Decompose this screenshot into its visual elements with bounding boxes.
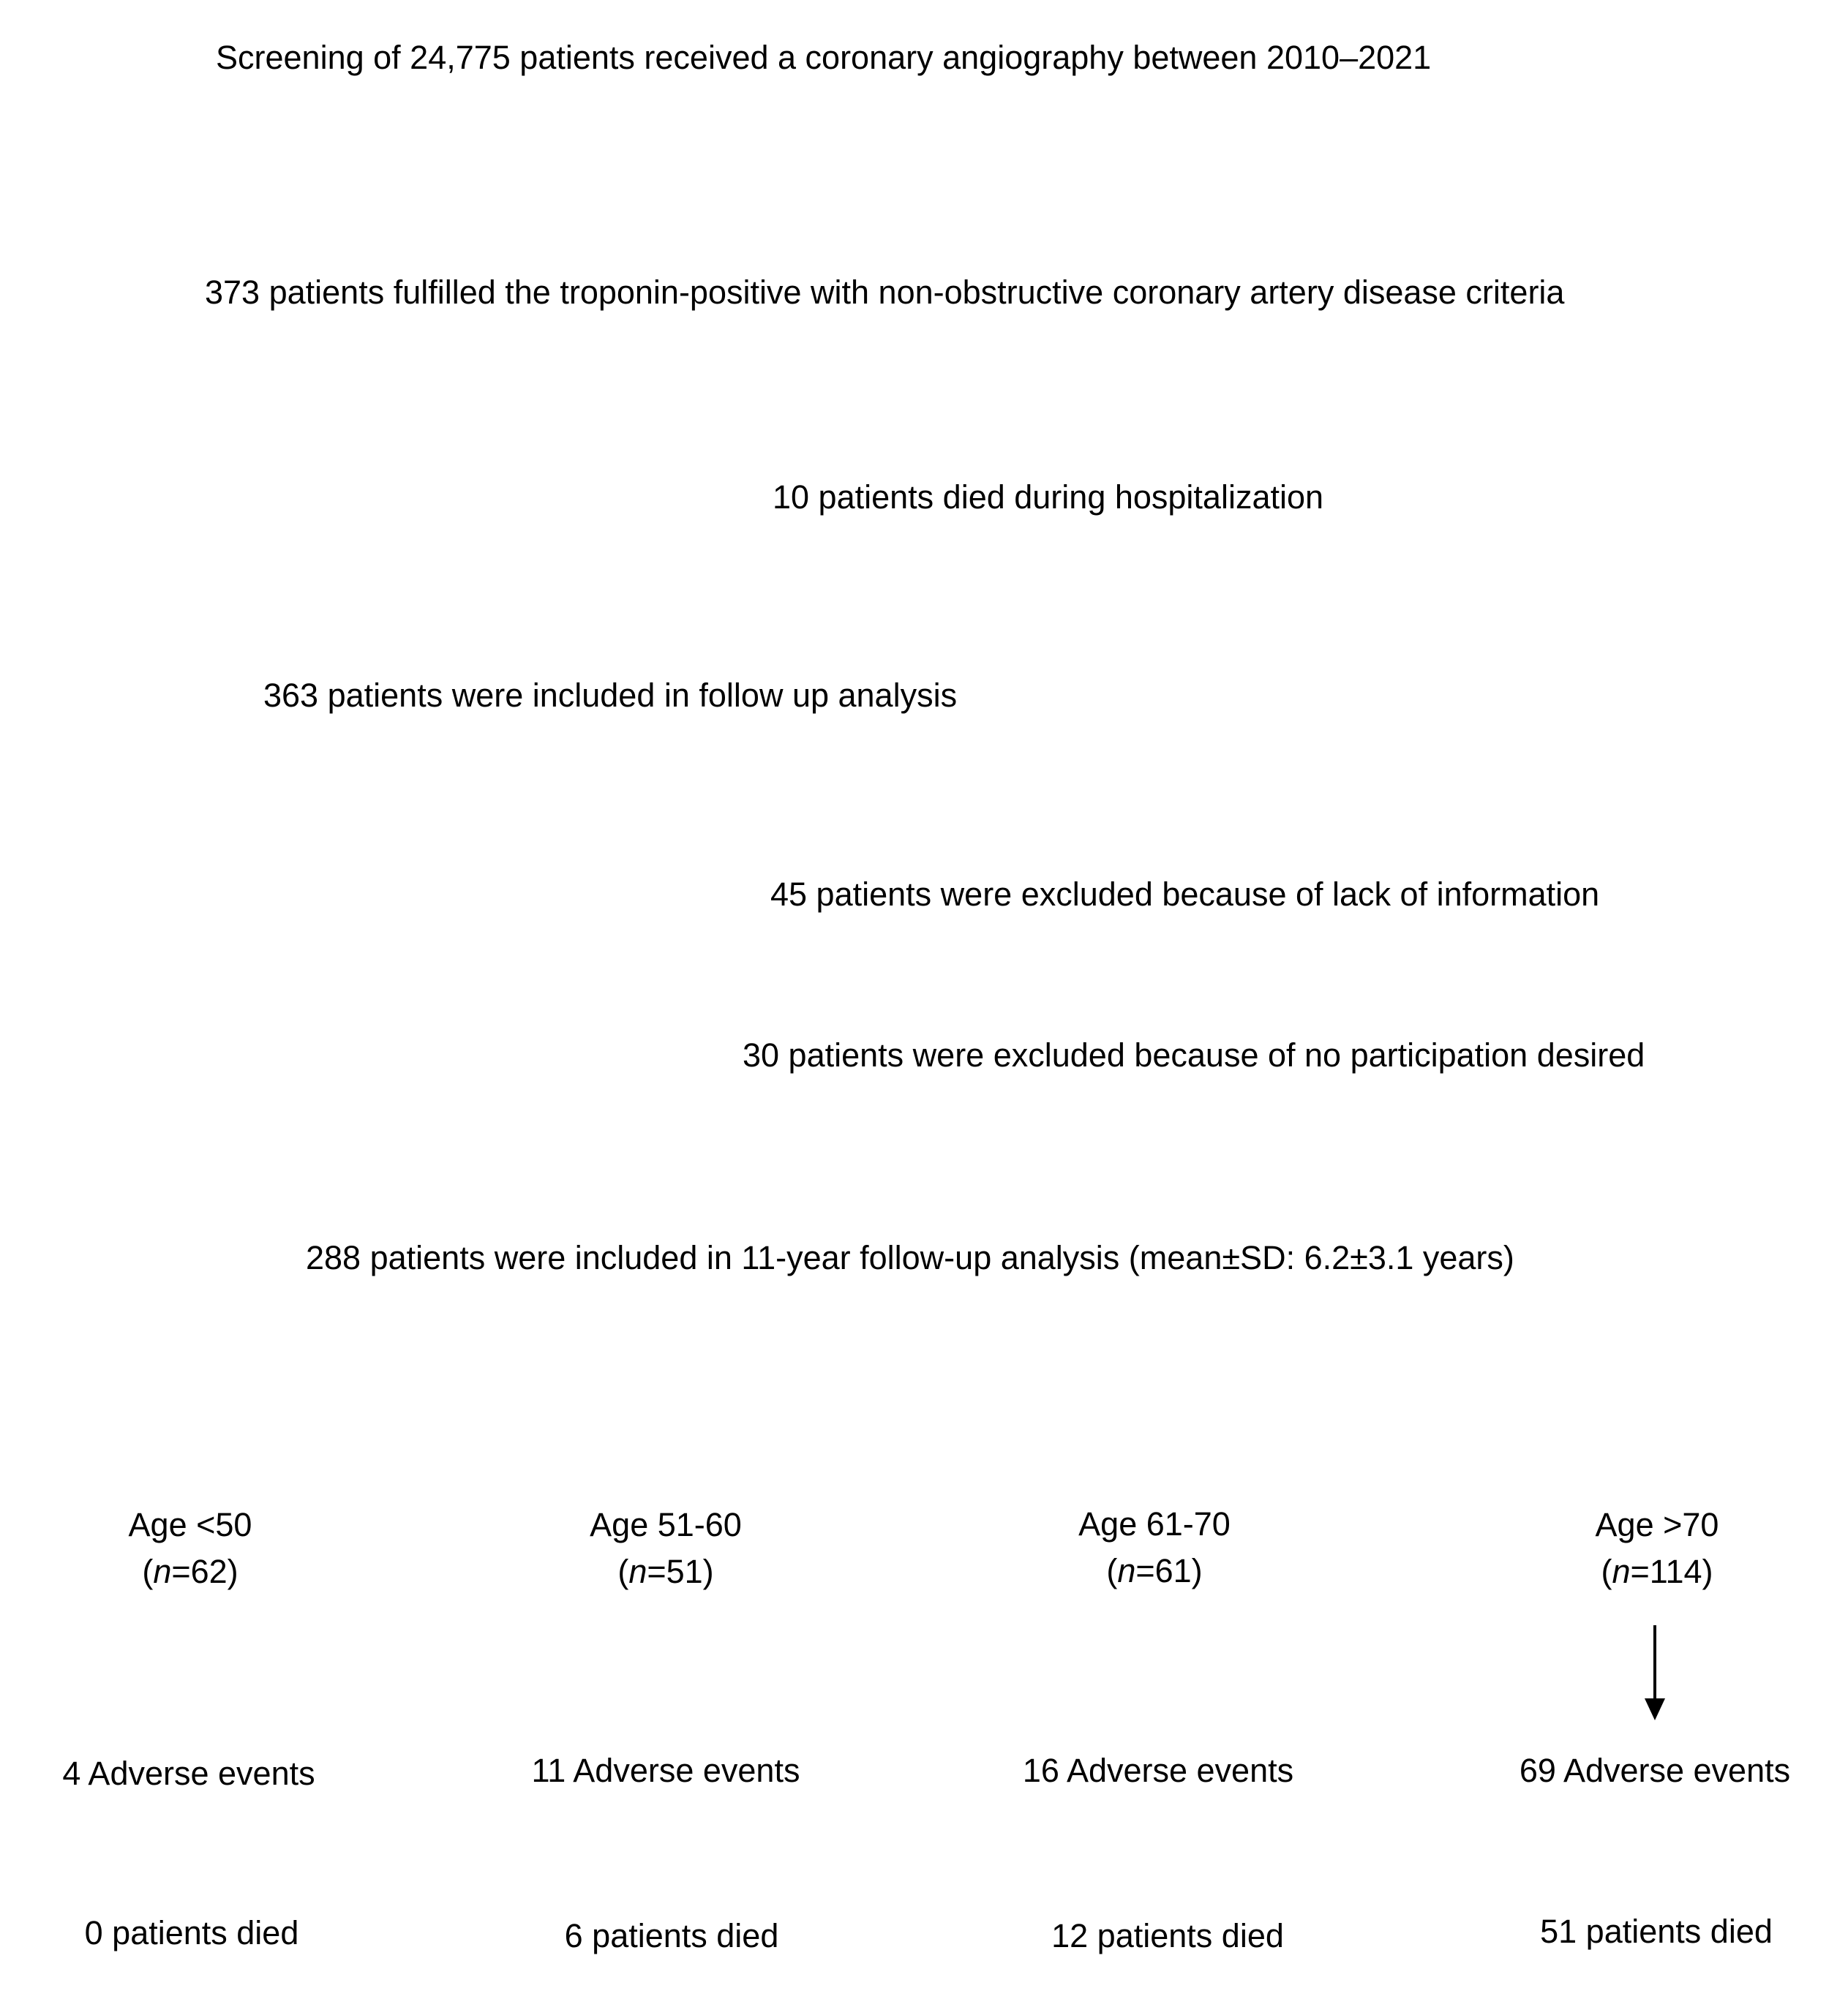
- group-size: (n=61): [1106, 1552, 1203, 1589]
- adverse-events-61-70: 16 Adverse events: [1022, 1752, 1294, 1789]
- included-follow-up-text: 363 patients were included in follow up analysis: [263, 677, 958, 714]
- group-size: (n=62): [142, 1553, 238, 1590]
- died-hospitalization-text: 10 patients died during hospitalization: [773, 478, 1324, 516]
- group-size: (n=51): [617, 1553, 714, 1590]
- age-label: Age <50: [128, 1506, 252, 1543]
- deaths-51-60: 6 patients died: [564, 1917, 779, 1954]
- included-11-year-text: 288 patients were included in 11-year follow-up analysis (mean±SD: 6.2±3.1 years): [306, 1239, 1514, 1276]
- arrow-head: [1645, 1698, 1665, 1720]
- age-label: Age >70: [1595, 1506, 1719, 1543]
- screening-text: Screening of 24,775 patients received a coronary angiography between 2010–2021: [216, 39, 1432, 76]
- adverse-events-51-60: 11 Adverse events: [531, 1752, 800, 1789]
- deaths-over-70: 51 patients died: [1540, 1913, 1773, 1950]
- adverse-events-under-50: 4 Adverse events: [62, 1755, 315, 1792]
- group-size: (n=114): [1601, 1553, 1713, 1590]
- deaths-under-50: 0 patients died: [84, 1914, 299, 1951]
- age-label: Age 61-70: [1078, 1505, 1231, 1543]
- age-label: Age 51-60: [590, 1506, 742, 1543]
- adverse-events-over-70: 69 Adverse events: [1519, 1752, 1791, 1789]
- excluded-lack-info-text: 45 patients were excluded because of lack of information: [770, 876, 1600, 913]
- fulfilled-criteria-text: 373 patients fulfilled the troponin-positive with non-obstructive coronary artery disease criteria: [205, 274, 1565, 311]
- deaths-61-70: 12 patients died: [1051, 1917, 1284, 1954]
- excluded-no-participation-text: 30 patients were excluded because of no participation desired: [743, 1036, 1645, 1074]
